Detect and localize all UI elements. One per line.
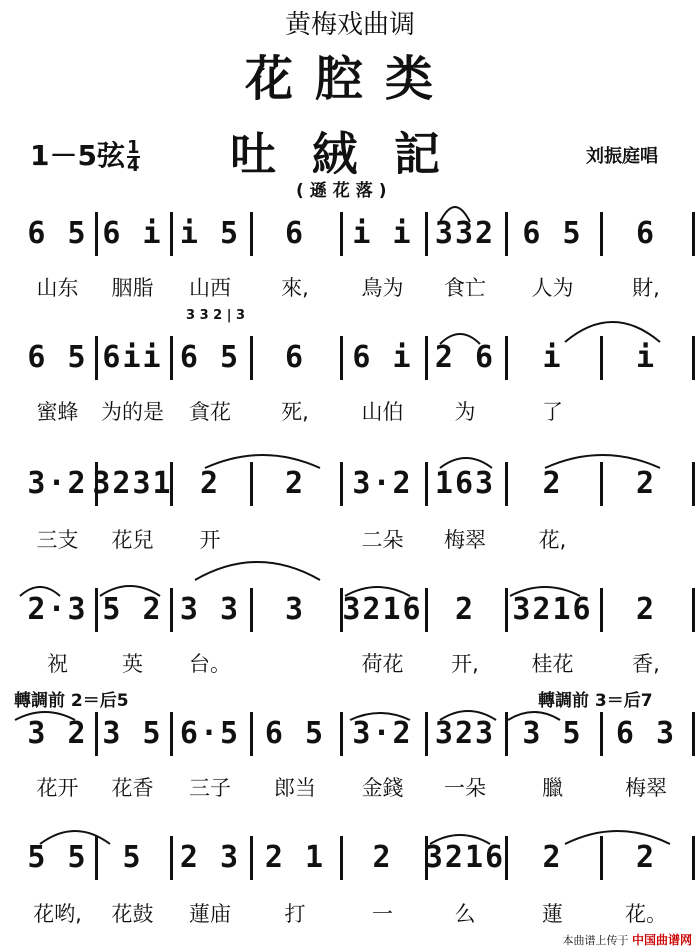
measure-notes: 2 <box>635 592 657 627</box>
measure-lyrics: 蓮庙 <box>189 902 231 926</box>
singer-credit: 刘振庭唱 <box>586 146 658 167</box>
bar-line <box>170 836 173 880</box>
measure-notes: i 5 <box>179 216 241 251</box>
bar-line <box>340 836 343 880</box>
measure-lyrics: 开 <box>199 528 221 552</box>
footer-site-name: 中国曲谱网 <box>631 933 692 947</box>
slur-arc <box>565 322 660 342</box>
bar-line <box>250 836 253 880</box>
measure-lyrics: 一朵 <box>444 776 486 800</box>
measure-lyrics: 花, <box>538 528 567 552</box>
bar-line <box>505 212 508 256</box>
measure-lyrics: 英 <box>122 652 143 676</box>
measure-lyrics: 么 <box>454 902 476 926</box>
measure-lyrics: 死, <box>281 400 309 424</box>
measure-lyrics: 台。 <box>189 652 231 676</box>
measure-lyrics: 花鼓 <box>111 902 154 926</box>
measure-notes: 6 5 <box>27 340 88 375</box>
measure-notes: 6 <box>284 340 306 375</box>
bar-line <box>425 462 428 506</box>
measure-notes: 163 <box>434 466 496 501</box>
measure-lyrics: 花香 <box>111 776 154 800</box>
measure-notes: 6 3 <box>615 716 677 751</box>
measure-notes: 6 <box>635 216 657 251</box>
modulation-note: 轉調前 3＝后7 <box>538 691 653 711</box>
footer <box>562 931 692 948</box>
bar-line <box>250 336 253 380</box>
measure-notes: 3 3 <box>179 592 241 627</box>
measure-notes: 3 5 <box>102 716 163 751</box>
measure-notes: i i <box>352 216 413 251</box>
measure-notes: 3216 <box>512 592 593 627</box>
measure-notes: 6 5 <box>264 716 326 751</box>
bar-line <box>505 836 508 880</box>
measure-notes: i <box>542 340 563 375</box>
bar-line <box>250 588 253 632</box>
bar-line <box>505 588 508 632</box>
measure-lyrics: 山伯 <box>361 400 404 424</box>
song-title: 吐絨記 <box>230 127 476 181</box>
measure-notes: 6·5 <box>179 716 241 751</box>
measure-notes: 3 5 <box>522 716 583 751</box>
category-title: 花腔类 <box>244 51 455 107</box>
measure-notes: 6 i <box>102 216 163 251</box>
measure-notes: 2 <box>542 840 563 875</box>
bar-line <box>692 462 695 506</box>
bar-line <box>340 462 343 506</box>
slur-arc <box>195 562 320 580</box>
key-signature <box>30 134 140 174</box>
measure-lyrics: 三子 <box>189 776 231 800</box>
measure-lyrics: 胭脂 <box>111 276 154 300</box>
measure-lyrics: 郎当 <box>274 776 316 800</box>
grace-notes: 3 3 2 | 3 <box>186 308 246 323</box>
measure-lyrics: 为 <box>454 400 476 424</box>
measure-notes: 3·2 <box>27 466 88 501</box>
measure-lyrics: 金錢 <box>361 776 404 800</box>
bar-line <box>692 712 695 756</box>
measure-lyrics: 貪花 <box>189 400 231 424</box>
bar-line <box>95 588 98 632</box>
measure-notes: 2 6 <box>434 340 496 375</box>
measure-notes: 6 5 <box>27 216 88 251</box>
measure-lyrics: 一 <box>372 902 393 926</box>
measure-lyrics: 山东 <box>36 276 79 300</box>
bar-line <box>600 712 603 756</box>
measure-lyrics: 二朵 <box>361 528 404 552</box>
bar-line <box>250 212 253 256</box>
bar-line <box>425 712 428 756</box>
time-signature <box>126 137 140 176</box>
measure-notes: 3 <box>284 592 306 627</box>
measure-lyrics: 开, <box>451 652 479 676</box>
measure-notes: 6ii <box>102 340 163 375</box>
measure-lyrics: 花。 <box>625 902 667 926</box>
measure-lyrics: 祝 <box>47 652 68 676</box>
measure-lyrics: 为的是 <box>101 400 164 424</box>
bar-line <box>505 336 508 380</box>
bar-line <box>95 836 98 880</box>
meter-numerator: 1 <box>126 137 140 158</box>
bar-line <box>425 212 428 256</box>
measure-notes: 6 5 <box>522 216 583 251</box>
measure-notes: 323 <box>434 716 496 751</box>
measure-notes: 3·2 <box>352 716 413 751</box>
measure-notes: 2 <box>635 840 657 875</box>
measure-notes: 2·3 <box>27 592 88 627</box>
measure-notes: 2 <box>284 466 306 501</box>
page-title: 黄梅戏曲调 <box>284 10 415 40</box>
bar-line <box>692 212 695 256</box>
measure-lyrics: 梅翠 <box>625 776 667 800</box>
measure-lyrics: 蜜蜂 <box>36 400 79 424</box>
measure-lyrics: 蓮 <box>542 902 563 926</box>
measure-lyrics: 打 <box>284 902 306 926</box>
measure-notes: 3216 <box>342 592 423 627</box>
bar-line <box>250 712 253 756</box>
measure-notes: 3·2 <box>352 466 413 501</box>
measure-notes: 3231 <box>92 466 173 501</box>
bar-line <box>170 336 173 380</box>
bar-line <box>692 336 695 380</box>
measure-notes: 6 5 <box>179 340 241 375</box>
bar-line <box>425 588 428 632</box>
measure-notes: 2 <box>635 466 657 501</box>
bar-line <box>600 588 603 632</box>
measure-notes: 2 <box>542 466 563 501</box>
bar-line <box>600 462 603 506</box>
measure-notes: 6 i <box>352 340 413 375</box>
bar-line <box>600 836 603 880</box>
bar-line <box>692 836 695 880</box>
measure-lyrics: 山西 <box>189 276 231 300</box>
measure-notes: 2 3 <box>179 840 241 875</box>
measure-lyrics: 桂花 <box>531 652 574 676</box>
measure-lyrics: 臘 <box>542 776 563 800</box>
measure-notes: 5 <box>122 840 143 875</box>
measure-notes: 332 <box>434 216 496 251</box>
bar-line <box>340 712 343 756</box>
measure-lyrics: 花兒 <box>111 528 154 552</box>
measure-lyrics: 荷花 <box>361 652 404 676</box>
measure-lyrics: 三支 <box>36 528 79 552</box>
measure-lyrics: 花开 <box>36 776 79 800</box>
measure-lyrics: 財, <box>632 276 660 300</box>
measure-notes: 2 <box>372 840 393 875</box>
key-label: 1－5弦 <box>30 139 125 172</box>
measure-lyrics: 人为 <box>531 276 574 300</box>
measure-notes: 5 5 <box>27 840 88 875</box>
measure-lyrics: 梅翠 <box>444 528 486 552</box>
bar-line <box>692 588 695 632</box>
modulation-note: 轉調前 2＝后5 <box>14 691 129 711</box>
bar-line <box>425 336 428 380</box>
bar-line <box>340 336 343 380</box>
bar-line <box>340 212 343 256</box>
measure-lyrics: 來, <box>281 276 309 300</box>
measure-lyrics: 鳥为 <box>361 276 404 300</box>
bar-line <box>505 462 508 506</box>
bar-line <box>170 588 173 632</box>
bar-line <box>170 212 173 256</box>
measure-lyrics: 花哟, <box>33 902 82 926</box>
bar-line <box>505 712 508 756</box>
tune-name: (遜花落) <box>296 181 393 201</box>
bar-line <box>95 212 98 256</box>
measure-notes: 3216 <box>424 840 506 875</box>
measure-notes: 2 1 <box>264 840 326 875</box>
measure-notes: 6 <box>284 216 306 251</box>
bar-line <box>600 336 603 380</box>
measure-lyrics: 了 <box>542 400 563 424</box>
measure-notes: 2 <box>454 592 476 627</box>
measure-notes: 5 2 <box>102 592 163 627</box>
bar-line <box>170 712 173 756</box>
bar-line <box>600 212 603 256</box>
bar-line <box>95 712 98 756</box>
measure-notes: 2 <box>199 466 221 501</box>
measure-lyrics: 香, <box>632 652 660 676</box>
meter-denominator: 4 <box>126 155 140 176</box>
measure-lyrics: 食亡 <box>444 276 486 300</box>
measure-notes: 3 2 <box>27 716 88 751</box>
bar-line <box>95 336 98 380</box>
measure-notes: i <box>635 340 657 375</box>
bar-line <box>250 462 253 506</box>
footer-upload-text: 本曲谱上传于 <box>562 934 629 947</box>
